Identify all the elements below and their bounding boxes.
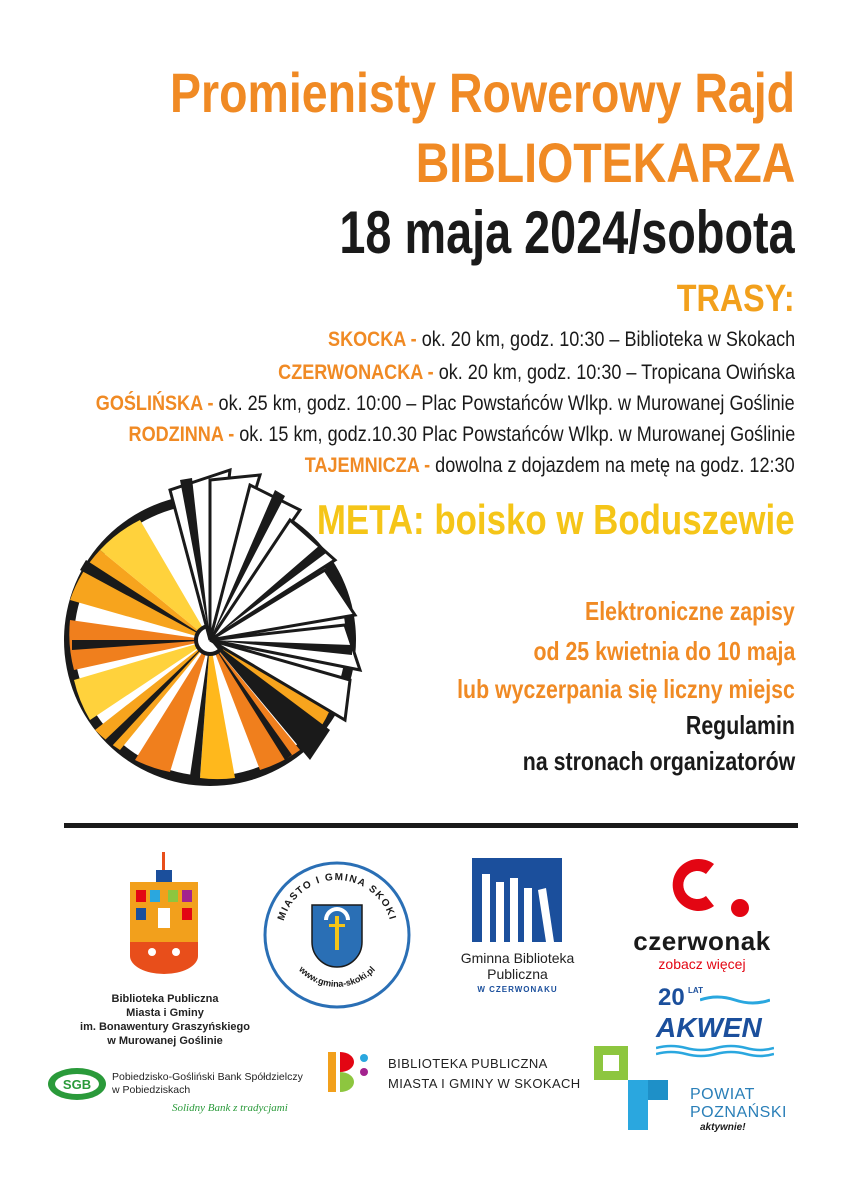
seal-url: www.gmina-skoki.pl bbox=[297, 964, 377, 989]
czerwonak-name: czerwonak bbox=[633, 926, 771, 956]
registration-line-2: od 25 kwietnia do 10 maja bbox=[533, 636, 795, 666]
czerwonak-library-logo bbox=[472, 858, 562, 942]
czerwonak-library-caption: Gminna Biblioteka Publiczna W CZERWONAKU bbox=[460, 950, 575, 994]
route-rodzinna: RODZINNA - ok. 15 km, godz.10.30 Plac Powstańców Wlkp. w Murowanej Goślinie bbox=[128, 423, 795, 446]
akwen-number: 20 bbox=[658, 984, 685, 1011]
title-line-1: Promienisty Rowerowy Rajd bbox=[169, 61, 795, 124]
sgb-logo bbox=[46, 1066, 108, 1102]
sgb-slogan: Solidny Bank z tradycjami bbox=[172, 1102, 288, 1114]
akwen-wave-icon bbox=[700, 994, 770, 1006]
akwen-name: AKWEN bbox=[656, 1012, 762, 1043]
route-name: GOŚLIŃSKA bbox=[96, 392, 203, 415]
powiat-slogan: aktywnie! bbox=[700, 1122, 746, 1133]
sgb-badge: SGB bbox=[62, 1077, 92, 1092]
route-name: CZERWONACKA bbox=[278, 361, 423, 384]
title-line-2: BIBLIOTEKARZA bbox=[415, 131, 795, 194]
rules-line-2: na stronach organizatorów bbox=[522, 746, 795, 776]
coat-of-arms-icon bbox=[312, 905, 362, 967]
route-details: ok. 20 km, godz. 10:30 – Biblioteka w Skokach bbox=[421, 328, 795, 351]
route-goslinska: GOŚLIŃSKA - ok. 25 km, godz. 10:00 – Plac Powstańców Wlkp. w Murowanej Goślinie bbox=[96, 392, 795, 415]
skoki-seal-logo bbox=[262, 860, 412, 1010]
czerwonak-slogan: zobacz więcej bbox=[658, 956, 746, 972]
route-name: SKOCKA bbox=[327, 328, 406, 351]
skoki-library-logo bbox=[322, 1048, 374, 1096]
goslina-library-logo bbox=[122, 852, 206, 976]
sgb-caption: Pobiedzisko-Gośliński Bank Spółdzielczy w Pobiedziskach bbox=[112, 1071, 303, 1096]
registration-line-1: Elektroniczne zapisy bbox=[585, 596, 795, 626]
powiat-caption: POWIAT POZNAŃSKI bbox=[690, 1086, 787, 1121]
route-details: ok. 25 km, godz. 10:00 – Plac Powstańców Wlkp. w Murowanej Goślinie bbox=[218, 392, 795, 415]
route-name: RODZINNA bbox=[128, 423, 223, 446]
route-details: ok. 20 km, godz. 10:30 – Tropicana Owińska bbox=[438, 361, 795, 384]
bike-wheel-book-illustration bbox=[60, 450, 400, 790]
skoki-library-caption: BIBLIOTEKA PUBLICZNA MIASTA I GMINY W SKOKACH bbox=[388, 1056, 581, 1091]
czerwonak-logo bbox=[664, 850, 760, 920]
route-name: TAJEMNICZA bbox=[305, 454, 420, 477]
route-tajemnicza: TAJEMNICZA - dowolna z dojazdem na metę na godz. 12:30 bbox=[305, 454, 795, 477]
goslina-library-caption: Biblioteka Publiczna Miasta i Gminy im. Bonawentury Graszyńskiego w Murowanej Goślinie bbox=[80, 993, 250, 1047]
route-details: ok. 15 km, godz.10.30 Plac Powstańców Wlkp. w Murowanej Goślinie bbox=[238, 423, 795, 446]
rules-line-1: Regulamin bbox=[686, 710, 795, 740]
routes-header: TRASY: bbox=[677, 278, 795, 320]
route-czerwonacka: CZERWONACKA - ok. 20 km, godz. 10:30 – Tropicana Owińska bbox=[278, 361, 795, 384]
route-skocka: SKOCKA - ok. 20 km, godz. 10:30 – Biblioteka w Skokach bbox=[327, 328, 795, 351]
divider bbox=[64, 823, 798, 828]
route-details: dowolna z dojazdem na metę na godz. 12:30 bbox=[435, 454, 795, 477]
powiat-logo bbox=[594, 1046, 680, 1132]
registration-line-3: lub wyczerpania się liczny miejsc bbox=[457, 674, 795, 704]
finish-location: META: boisko w Boduszewie bbox=[317, 496, 795, 543]
event-date: 18 maja 2024/sobota bbox=[339, 199, 795, 266]
seal-ring-text: MIASTO I GMINA SKOKI bbox=[276, 871, 398, 923]
akwen-lat: LAT bbox=[688, 986, 703, 995]
